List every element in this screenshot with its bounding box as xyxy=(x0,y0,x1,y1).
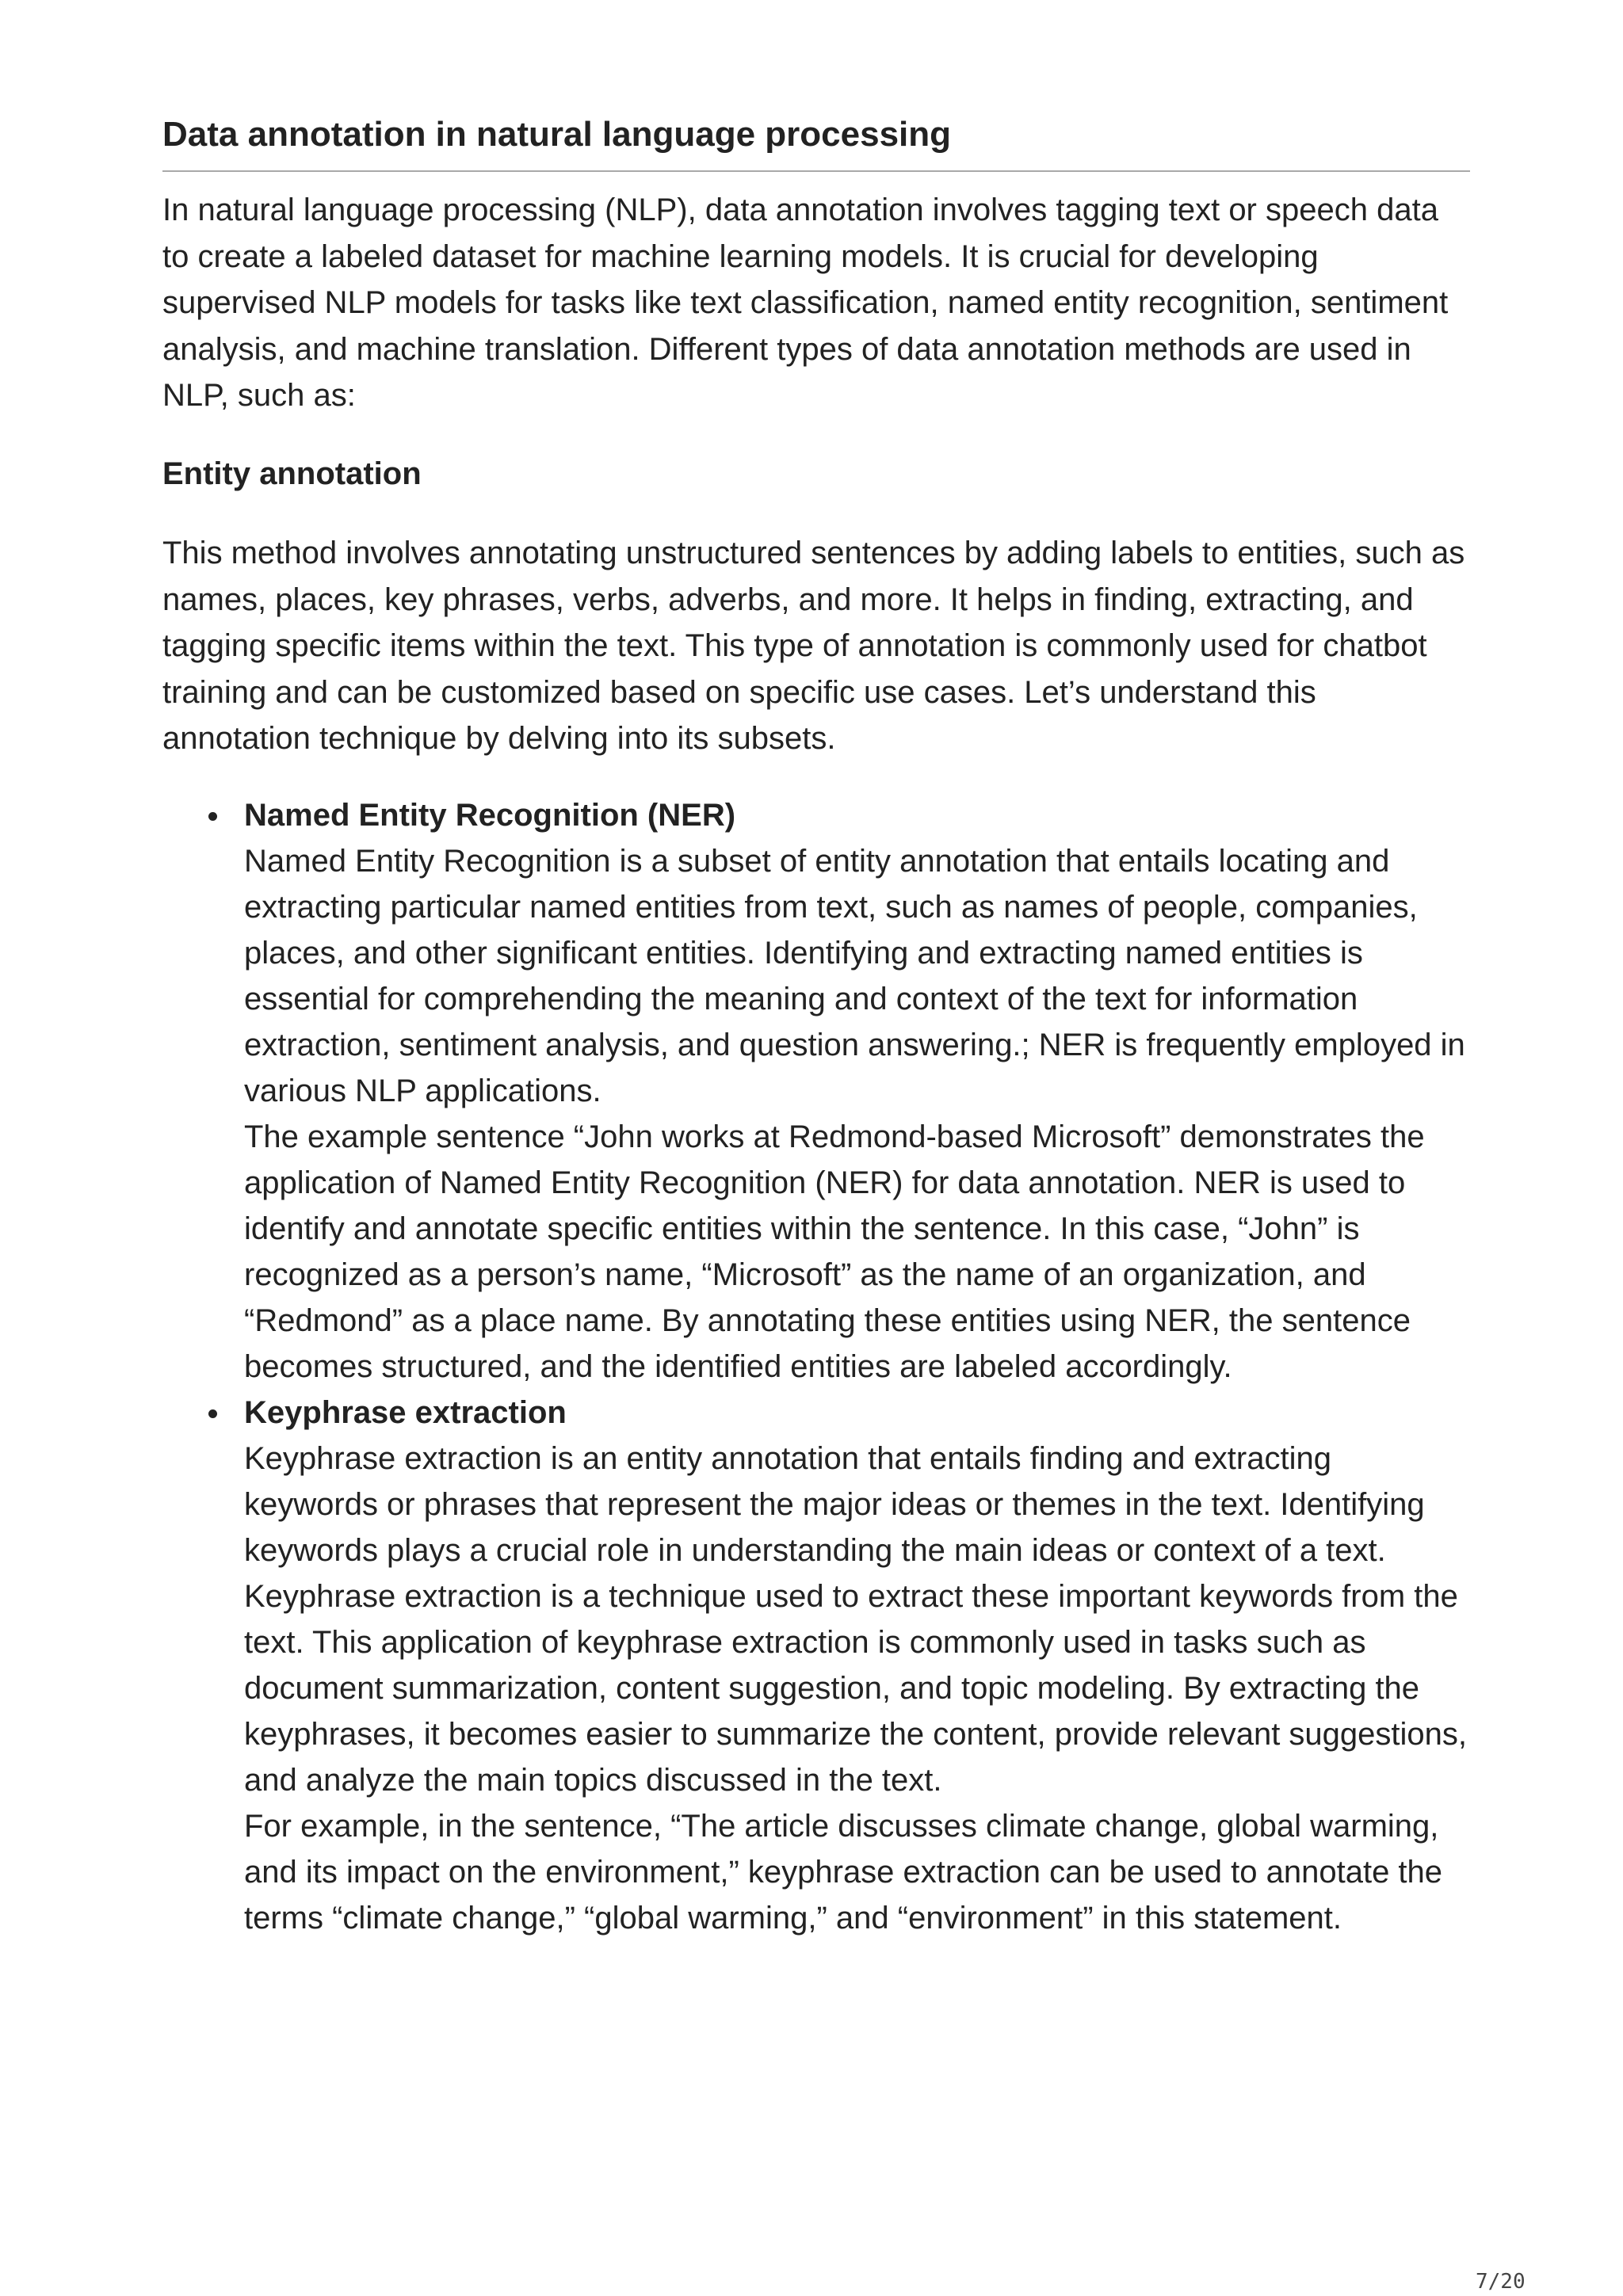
list-item-keyphrase-extraction xyxy=(162,1390,1470,1941)
title-divider xyxy=(162,170,1470,172)
list-item-example: For example, in the sentence, “The article discusses climate change, global warming, and its impact on the environment,” keyphrase extraction can be used to annotate the terms “climate change,” “global warming,” and “environment” in this statement. xyxy=(244,1809,1443,1936)
page-number: 7/20 xyxy=(1476,2270,1526,2294)
bullet-icon xyxy=(208,1409,217,1418)
list-item-description: Named Entity Recognition is a subset of entity annotation that entails locating and extracting particular named entities from text, such as names of people, companies, places, and other significant entities. Identifying and extracting named entities is essential for comprehending the meaning and context of the text for information extraction, sentiment analysis, and question answering.; NER is frequently employed in various NLP applications. xyxy=(244,844,1465,1108)
list-item-example: The example sentence “John works at Redmond-based Microsoft” demonstrates the application of Named Entity Recognition (NER) for data annotation. NER is used to identify and annotate specific entities within the sentence. In this case, “John” is recognized as a person’s name, “Microsoft” as the name of an organization, and “Redmond” as a place name. By annotating these entities using NER, the sentence becomes structured, and the identified entities are labeled accordingly. xyxy=(244,1119,1425,1384)
list-item-description: Keyphrase extraction is an entity annotation that entails finding and extracting keywords or phrases that represent the major ideas or themes in the text. Identifying keywords plays a crucial role in understanding the main ideas or context of a text. Keyphrase extraction is a technique used to extract these important keywords from the text. This application of keyphrase extraction is commonly used in tasks such as document summarization, content suggestion, and topic modeling. By extracting the keyphrases, it becomes easier to summarize the content, provide relevant suggestions, and analyze the main topics discussed in the text. xyxy=(244,1441,1468,1798)
list-item-title: Named Entity Recognition (NER) xyxy=(244,798,736,833)
intro-paragraph: In natural language processing (NLP), data annotation involves tagging text or speech data to create a labeled dataset for machine learning models. It is crucial for developing supervised NLP models for tasks like text classification, named entity recognition, sentiment analysis, and machine translation. Different types of data annotation methods are used in NLP, such as: xyxy=(162,193,1449,413)
bullet-icon xyxy=(208,812,217,821)
list-item-ner xyxy=(162,792,1470,1390)
entity-annotation-heading: Entity annotation xyxy=(162,456,422,491)
list-item-title: Keyphrase extraction xyxy=(244,1395,567,1430)
entity-annotation-paragraph: This method involves annotating unstructured sentences by adding labels to entities, such as names, places, key phrases, verbs, adverbs, and more. It helps in finding, extracting, and tagging specific items within the text. This type of annotation is commonly used for chatbot training and can be customized based on specific use cases. Let’s understand this annotation technique by delving into its subsets. xyxy=(162,536,1465,756)
subset-list xyxy=(162,792,1470,1941)
section-title: Data annotation in natural language processing xyxy=(162,115,952,154)
